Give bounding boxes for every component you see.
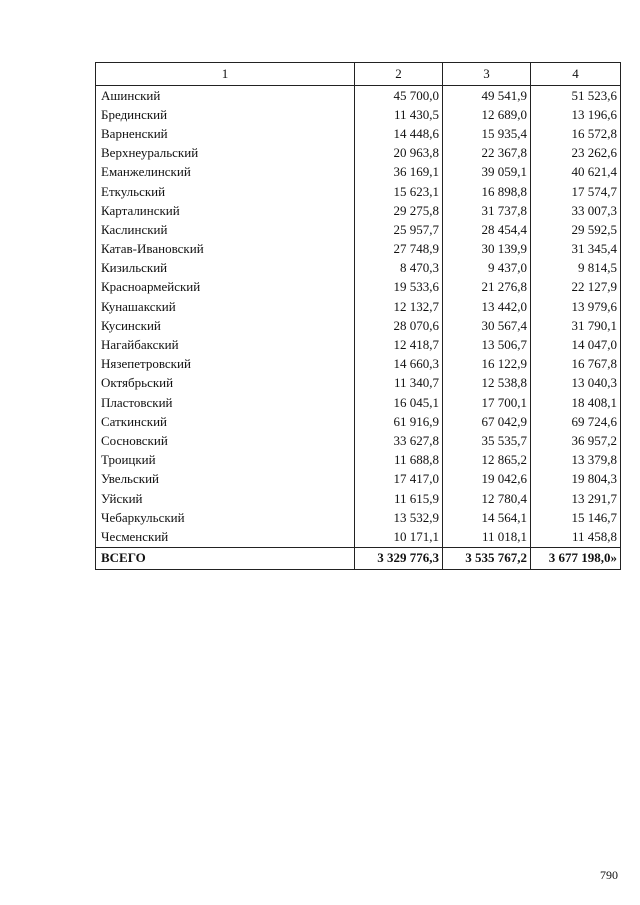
budget-table: [95, 62, 621, 570]
district-name-cell: Кизильский: [96, 259, 355, 278]
value-cell: 11 340,7: [355, 374, 443, 393]
value-cell: 13 532,9: [355, 508, 443, 527]
value-cell: 20 963,8: [355, 144, 443, 163]
value-cell: 14 564,1: [443, 508, 531, 527]
table-row: [96, 508, 621, 527]
value-cell: 45 700,0: [355, 86, 443, 106]
value-cell: 9 814,5: [531, 259, 621, 278]
value-cell: 14 660,3: [355, 355, 443, 374]
value-cell: 10 171,1: [355, 527, 443, 547]
value-cell: 13 196,6: [531, 105, 621, 124]
table-row: [96, 374, 621, 393]
table-row: [96, 355, 621, 374]
value-cell: 18 408,1: [531, 393, 621, 412]
value-cell: 15 623,1: [355, 182, 443, 201]
value-cell: 15 935,4: [443, 124, 531, 143]
column-header: 3: [443, 63, 531, 86]
value-cell: 13 442,0: [443, 297, 531, 316]
table-row: [96, 86, 621, 106]
total-value: 3 329 776,3: [355, 547, 443, 569]
district-name-cell: Верхнеуральский: [96, 144, 355, 163]
district-name-cell: Нязепетровский: [96, 355, 355, 374]
district-name-cell: Чесменский: [96, 527, 355, 547]
value-cell: 11 615,9: [355, 489, 443, 508]
value-cell: 16 898,8: [443, 182, 531, 201]
column-header: 1: [96, 63, 355, 86]
table-row: [96, 489, 621, 508]
district-name-cell: Октябрьский: [96, 374, 355, 393]
district-name-cell: Еманжелинский: [96, 163, 355, 182]
district-name-cell: Карталинский: [96, 201, 355, 220]
table-row: [96, 259, 621, 278]
value-cell: 8 470,3: [355, 259, 443, 278]
value-cell: 35 535,7: [443, 431, 531, 450]
table-row: [96, 124, 621, 143]
value-cell: 25 957,7: [355, 220, 443, 239]
value-cell: 12 132,7: [355, 297, 443, 316]
value-cell: 12 865,2: [443, 451, 531, 470]
value-cell: 14 448,6: [355, 124, 443, 143]
value-cell: 19 042,6: [443, 470, 531, 489]
table-row: [96, 393, 621, 412]
value-cell: 11 430,5: [355, 105, 443, 124]
table-row: [96, 335, 621, 354]
value-cell: 30 139,9: [443, 240, 531, 259]
table-row: [96, 240, 621, 259]
total-value: 3 535 767,2: [443, 547, 531, 569]
district-name-cell: Троицкий: [96, 451, 355, 470]
value-cell: 11 018,1: [443, 527, 531, 547]
value-cell: 61 916,9: [355, 412, 443, 431]
district-name-cell: Чебаркульский: [96, 508, 355, 527]
value-cell: 11 458,8: [531, 527, 621, 547]
district-name-cell: Еткульский: [96, 182, 355, 201]
value-cell: 69 724,6: [531, 412, 621, 431]
value-cell: 28 070,6: [355, 316, 443, 335]
table-row: [96, 220, 621, 239]
value-cell: 40 621,4: [531, 163, 621, 182]
value-cell: 29 275,8: [355, 201, 443, 220]
district-name-cell: Уйский: [96, 489, 355, 508]
value-cell: 16 767,8: [531, 355, 621, 374]
value-cell: 30 567,4: [443, 316, 531, 335]
district-name-cell: Кунашакский: [96, 297, 355, 316]
table-body: [96, 86, 621, 548]
value-cell: 9 437,0: [443, 259, 531, 278]
value-cell: 27 748,9: [355, 240, 443, 259]
table-row: [96, 431, 621, 450]
value-cell: 13 979,6: [531, 297, 621, 316]
table-row: [96, 278, 621, 297]
value-cell: 12 418,7: [355, 335, 443, 354]
district-name-cell: Красноармейский: [96, 278, 355, 297]
value-cell: 31 737,8: [443, 201, 531, 220]
district-name-cell: Саткинский: [96, 412, 355, 431]
district-name-cell: Сосновский: [96, 431, 355, 450]
value-cell: 17 574,7: [531, 182, 621, 201]
value-cell: 14 047,0: [531, 335, 621, 354]
district-name-cell: Увельский: [96, 470, 355, 489]
page-number: 790: [600, 868, 618, 882]
district-name-cell: Пластовский: [96, 393, 355, 412]
value-cell: 19 804,3: [531, 470, 621, 489]
value-cell: 22 127,9: [531, 278, 621, 297]
value-cell: 13 506,7: [443, 335, 531, 354]
value-cell: 17 417,0: [355, 470, 443, 489]
value-cell: 19 533,6: [355, 278, 443, 297]
value-cell: 31 790,1: [531, 316, 621, 335]
value-cell: 36 957,2: [531, 431, 621, 450]
table-row: [96, 144, 621, 163]
value-cell: 13 291,7: [531, 489, 621, 508]
district-name-cell: Варненский: [96, 124, 355, 143]
table-row: [96, 412, 621, 431]
value-cell: 49 541,9: [443, 86, 531, 106]
value-cell: 51 523,6: [531, 86, 621, 106]
value-cell: 29 592,5: [531, 220, 621, 239]
district-name-cell: Каслинский: [96, 220, 355, 239]
district-name-cell: Брединский: [96, 105, 355, 124]
value-cell: 16 572,8: [531, 124, 621, 143]
total-label: ВСЕГО: [96, 547, 355, 569]
table-row: [96, 470, 621, 489]
value-cell: 15 146,7: [531, 508, 621, 527]
district-name-cell: Катав-Ивановский: [96, 240, 355, 259]
table-row: [96, 316, 621, 335]
district-name-cell: Нагайбакский: [96, 335, 355, 354]
table-row: [96, 451, 621, 470]
value-cell: 23 262,6: [531, 144, 621, 163]
value-cell: 31 345,4: [531, 240, 621, 259]
value-cell: 33 007,3: [531, 201, 621, 220]
total-row: [96, 547, 621, 569]
table-row: [96, 527, 621, 547]
table-row: [96, 182, 621, 201]
value-cell: 12 538,8: [443, 374, 531, 393]
district-name-cell: Кусинский: [96, 316, 355, 335]
total-value: 3 677 198,0»: [531, 547, 621, 569]
value-cell: 13 379,8: [531, 451, 621, 470]
value-cell: 17 700,1: [443, 393, 531, 412]
value-cell: 67 042,9: [443, 412, 531, 431]
column-header: 4: [531, 63, 621, 86]
value-cell: 21 276,8: [443, 278, 531, 297]
value-cell: 12 780,4: [443, 489, 531, 508]
table-row: [96, 297, 621, 316]
column-header: 2: [355, 63, 443, 86]
table-row: [96, 105, 621, 124]
value-cell: 36 169,1: [355, 163, 443, 182]
table-row: [96, 201, 621, 220]
value-cell: 22 367,8: [443, 144, 531, 163]
value-cell: 12 689,0: [443, 105, 531, 124]
value-cell: 13 040,3: [531, 374, 621, 393]
table-row: [96, 163, 621, 182]
district-name-cell: Ашинский: [96, 86, 355, 106]
value-cell: 11 688,8: [355, 451, 443, 470]
value-cell: 16 122,9: [443, 355, 531, 374]
table-header-row: [96, 63, 621, 86]
value-cell: 28 454,4: [443, 220, 531, 239]
value-cell: 16 045,1: [355, 393, 443, 412]
value-cell: 39 059,1: [443, 163, 531, 182]
value-cell: 33 627,8: [355, 431, 443, 450]
